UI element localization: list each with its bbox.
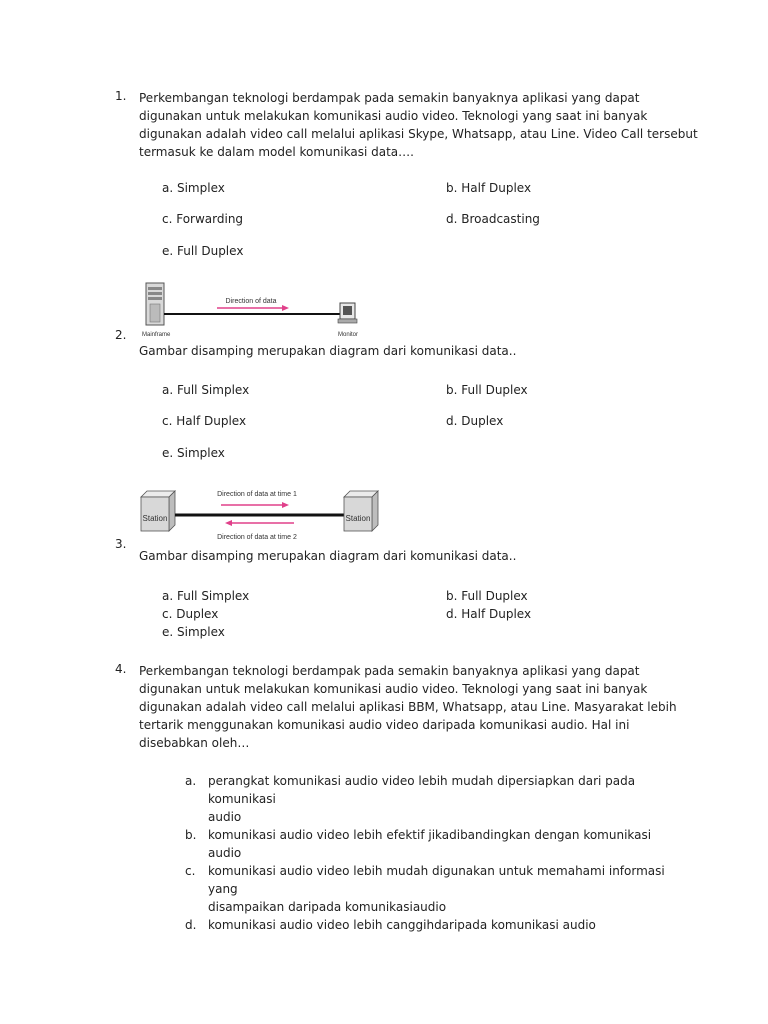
- q4-option-line: disampaikan daripada komunikasiaudio: [208, 900, 447, 914]
- q4-line: Perkembangan teknologi berdampak pada semakin banyaknya aplikasi yang dapat: [139, 664, 640, 678]
- direction-time1-label: Direction of data at time 1: [217, 491, 297, 498]
- q2-number: 2.: [115, 328, 127, 342]
- q3-option-b[interactable]: b. Full Duplex: [446, 589, 528, 603]
- q4-option-b[interactable]: [185, 826, 685, 862]
- q4-option-a[interactable]: [185, 772, 685, 826]
- q2-option-c[interactable]: c. Half Duplex: [162, 414, 247, 428]
- q4-option-line: komunikasi audio video lebih mudah digunakan untuk memahami informasi yang: [208, 864, 665, 896]
- q2-option-e[interactable]: e. Simplex: [162, 446, 225, 460]
- station-right-label: Station: [345, 514, 371, 523]
- q4-option-line: audio: [208, 810, 242, 824]
- q1-line: Perkembangan teknologi berdampak pada semakin banyaknya aplikasi yang dapat: [139, 91, 640, 105]
- q4-text: [139, 662, 699, 752]
- arrow-right-icon: [217, 305, 289, 311]
- q4-option-letter: c.: [185, 864, 196, 878]
- q2-option-d[interactable]: d. Duplex: [446, 414, 504, 428]
- q4-option-letter: d.: [185, 918, 197, 932]
- monitor-label: Monitor: [338, 332, 359, 338]
- q3-option-c[interactable]: c. Duplex: [162, 607, 219, 621]
- q4-line: digunakan adalah video call melalui aplikasi BBM, Whatsapp, atau Line. Masyarakat lebih: [139, 700, 677, 714]
- direction-time2-label: Direction of data at time 2: [217, 534, 297, 541]
- q4-option-line: perangkat komunikasi audio video lebih mudah dipersiapkan dari pada komunikasi: [208, 774, 636, 806]
- q4-line: disebabkan oleh…: [139, 736, 250, 750]
- q2-simplex-diagram: [139, 280, 369, 340]
- arrow-left-icon: [225, 520, 294, 526]
- q2-option-b[interactable]: b. Full Duplex: [446, 383, 528, 397]
- q4-option-letter: a.: [185, 774, 197, 788]
- q1-line: digunakan untuk melakukan komunikasi audio video. Teknologi yang saat ini banyak: [139, 109, 648, 123]
- q1-option-e[interactable]: e. Full Duplex: [162, 244, 244, 258]
- q4-option-d[interactable]: [185, 916, 685, 934]
- q4-option-c[interactable]: [185, 862, 685, 916]
- q4-line: tertarik menggunakan komunikasi audio video daripada komunikasi audio. Hal ini: [139, 718, 630, 732]
- direction-label: Direction of data: [225, 298, 277, 305]
- q3-option-e[interactable]: e. Simplex: [162, 625, 225, 639]
- q1-option-c[interactable]: c. Forwarding: [162, 212, 244, 226]
- station-left-label: Station: [142, 514, 168, 523]
- q1-text: [139, 89, 699, 161]
- q4-line: digunakan untuk melakukan komunikasi audio video. Teknologi yang saat ini banyak: [139, 682, 648, 696]
- q1-number: 1.: [115, 89, 127, 103]
- q2-option-a[interactable]: a. Full Simplex: [162, 383, 250, 397]
- q3-option-a[interactable]: a. Full Simplex: [162, 589, 250, 603]
- q3-number: 3.: [115, 537, 127, 551]
- q1-option-b[interactable]: b. Half Duplex: [446, 181, 532, 195]
- station-icon: [344, 491, 378, 531]
- q1-line: digunakan adalah video call melalui aplikasi Skype, Whatsapp, atau Line. Video Call tersebut: [139, 127, 698, 141]
- q3-option-d[interactable]: d. Half Duplex: [446, 607, 532, 621]
- q4-number: 4.: [115, 662, 127, 676]
- q1-option-d[interactable]: d. Broadcasting: [446, 212, 540, 226]
- q2-text: Gambar disamping merupakan diagram dari komunikasi data..: [139, 344, 517, 358]
- q4-option-letter: b.: [185, 828, 197, 842]
- q4-option-line: komunikasi audio video lebih efektif jikadibandingkan dengan komunikasi: [208, 828, 652, 842]
- q1-option-a[interactable]: a. Simplex: [162, 181, 225, 195]
- q1-line: termasuk ke dalam model komunikasi data….: [139, 145, 414, 159]
- monitor-icon: [338, 303, 357, 323]
- mainframe-label: Mainframe: [142, 332, 171, 338]
- q3-text: Gambar disamping merupakan diagram dari komunikasi data..: [139, 549, 517, 563]
- arrow-right-icon: [221, 502, 289, 508]
- station-icon: [141, 491, 175, 531]
- q3-half-duplex-diagram: [139, 483, 379, 543]
- mainframe-icon: [146, 283, 164, 325]
- q4-options: [185, 772, 685, 934]
- q4-option-line: audio: [208, 846, 242, 860]
- q4-option-line: komunikasi audio video lebih canggihdaripada komunikasi audio: [208, 918, 596, 932]
